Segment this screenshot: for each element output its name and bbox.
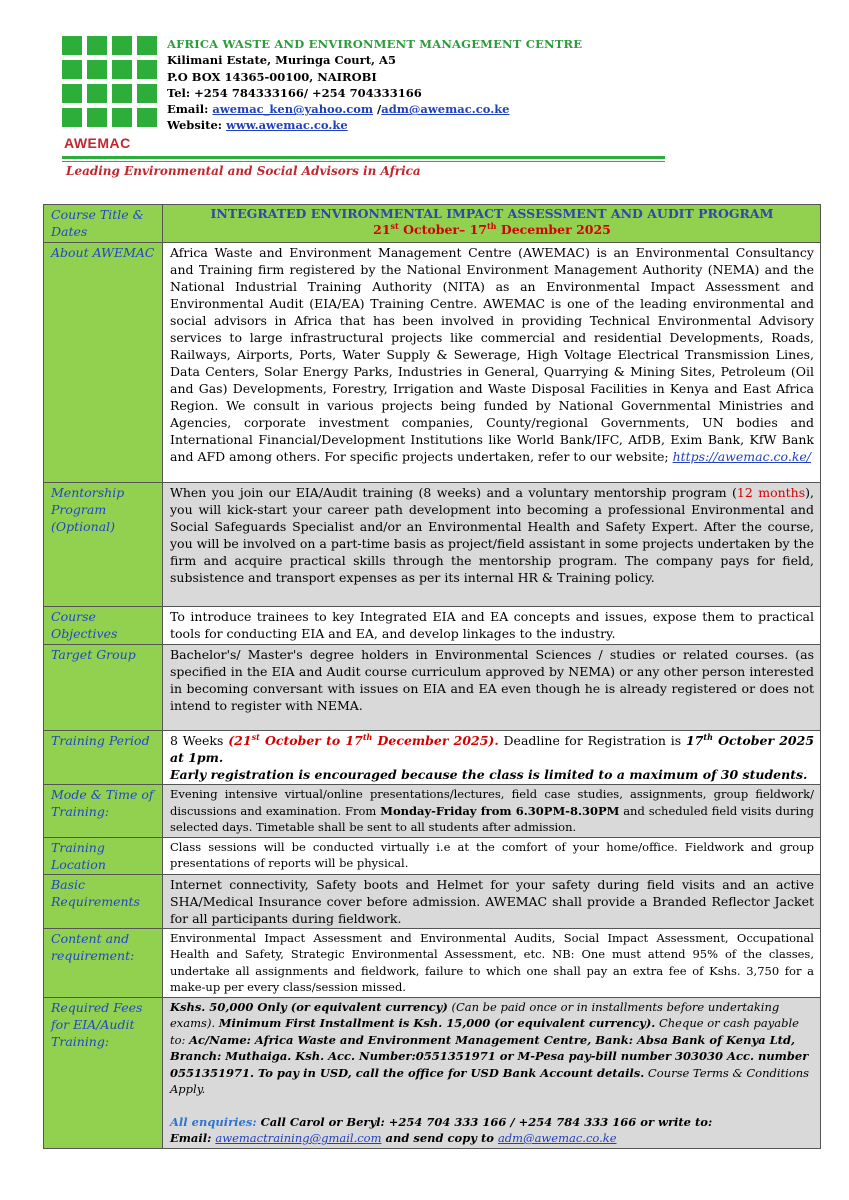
enquiry-email-line: Email: awemactraining@gmail.com and send copy to adm@awemac.co.ke: [170, 1131, 617, 1145]
label-fees: Required Fees for EIA/Audit Training:: [44, 997, 163, 1148]
location-text: Class sessions will be conducted virtually i.e at the comfort of your home/office. Fieldwork and group presentations of reports will be physical.: [163, 837, 821, 874]
label-location: Training Location: [44, 837, 163, 874]
row-period: [44, 731, 821, 785]
row-about: [44, 243, 821, 483]
website-url-link[interactable]: https://awemac.co.ke/: [672, 449, 812, 464]
deadline: 17th October 2025 at 1pm.: [170, 731, 815, 765]
letterhead: [62, 36, 672, 182]
email-link-2[interactable]: adm@awemac.co.ke: [381, 102, 510, 117]
awemac-logo: [62, 36, 162, 152]
address-line-1: Kilimani Estate, Muringa Court, A5: [167, 53, 396, 68]
course-dates: 21st October– 17th December 2025: [373, 220, 611, 237]
row-fees: [44, 997, 821, 1148]
row-objectives: [44, 607, 821, 645]
header-divider: [62, 156, 665, 159]
enquiries-line: All enquiries: Call Carol or Beryl: +254 704 333 166 / +254 784 333 166 or write to:: [170, 1114, 713, 1129]
tagline: Leading Environmental and Social Advisors in Africa: [66, 164, 421, 178]
label-mode: Mode & Time of Training:: [44, 785, 163, 838]
row-basic: [44, 874, 821, 928]
address-line-2: P.O BOX 14365-00100, NAIROBI: [167, 69, 377, 84]
row-content: [44, 928, 821, 997]
row-target: [44, 645, 821, 731]
label-basic: Basic Requirements: [44, 874, 163, 928]
early-registration-note: Early registration is encouraged because the class is limited to a maximum of 30 students.: [170, 767, 808, 782]
row-title: [44, 205, 821, 243]
header-divider-thin: [62, 161, 665, 162]
label-objectives: Course Objectives: [44, 607, 163, 645]
logo-text: AWEMAC: [64, 135, 131, 151]
row-location: [44, 837, 821, 874]
basic-text: Internet connectivity, Safety boots and Helmet for your safety during field visits and an active SHA/Medical Insurance cover before admission. AWEMAC shall provide a Branded Reflector Jacket for all participants during fieldwork.: [163, 874, 821, 928]
row-mentorship: [44, 483, 821, 607]
org-name: AFRICA WASTE AND ENVIRONMENT MANAGEMENT CENTRE: [167, 37, 583, 51]
mentorship-months: 12 months: [736, 485, 806, 500]
training-time: Monday-Friday from 6.30PM-8.30PM: [380, 803, 620, 818]
course-title-cell: [163, 205, 821, 243]
website-line: Website: www.awemac.co.ke: [167, 118, 348, 133]
fees-text: Kshs. 50,000 Only (or equivalent currency) (Can be paid once or in installments before undertaking exams). Minimum First Installment is Ksh. 15,000 (or equivalent currency). Cheque or cash payable to: Ac/Name: Africa Waste and Environment Management Centre, Bank: Absa Bank of Kenya Ltd, Branch: Muthaiga. Ksh. Acc. Number:0551351971 or M-Pesa pay-bill number 303030 Acc. number 0551351971. To pay in USD, call the office for USD Bank Account details. Course Terms & Conditions Apply. All enquiries: Call Carol or Beryl: +254 704 333 166 / +254 784 333 166 or write to: Email: awemactraining@gmail.com and send copy to adm@awemac.co.ke: [163, 997, 821, 1148]
target-text: Bachelor's/ Master's degree holders in Environmental Sciences / studies or related courses. (as specified in the EIA and Audit course curriculum approved by NEMA) or any other person interested in becoming conversant with issues on EIA and EA even though he is already registered or does not intend to register with NEMA.: [163, 645, 821, 731]
label-content: Content and requirement:: [44, 928, 163, 997]
period-text: 8 Weeks (21st October to 17th December 2025). Deadline for Registration is 17th October 2025 at 1pm. Early registration is encouraged because the class is limited to a maximum of 30 students.: [163, 731, 821, 785]
row-mode: [44, 785, 821, 838]
telephone: Tel: +254 784333166/ +254 704333166: [167, 85, 422, 100]
bank-details: Ac/Name: Africa Waste and Environment Management Centre, Bank: Absa Bank of Kenya Ltd, Branch: Muthaiga. Ksh. Acc. Number:0551351971 or M-Pesa pay-bill number 303030 Acc. number 0551351971. To pay in USD, call the office for USD Bank Account details.: [170, 1032, 809, 1080]
minimum-installment: Minimum First Installment is Ksh. 15,000 (or equivalent currency).: [218, 1016, 656, 1030]
email-link-1[interactable]: awemac_ken@yahoo.com: [212, 102, 374, 117]
label-period: Training Period: [44, 731, 163, 785]
training-email-link[interactable]: awemactraining@gmail.com: [215, 1131, 382, 1145]
content-text: Environmental Impact Assessment and Environmental Audits, Social Impact Assessment, Occupational Health and Safety, Strategic Environmental Assessment, etc. NB: One must attend 95% of the classes, undertake all assignments and fieldwork, failure to which one shall pay an extra fee of Kshs. 3,750 for a make-up per every class/session missed.: [163, 928, 821, 997]
fee-amount: Kshs. 50,000 Only (or equivalent currency): [170, 999, 448, 1014]
mentorship-text: When you join our EIA/Audit training (8 weeks) and a voluntary mentorship program (12 months), you will kick-start your career path development into becoming a professional Environmental and Social Safeguards Specialist and/or an Environmental Health and Safety Expert. After the course, you will be involved on a part-time basis as project/field assistant in some projects undertaken by the firm and acquire practical skills through the mentorship program. The company pays for field, subsistence and transport expenses as per its internal HR & Training policy.: [163, 483, 821, 607]
logo-squares-icon: [62, 36, 162, 127]
mode-text: Evening intensive virtual/online presentations/lectures, field case studies, assignments, group fieldwork/ discussions and examination. From Monday-Friday from 6.30PM-8.30PM and scheduled field visits during selected days. Timetable shall be sent to all students after admission.: [163, 785, 821, 838]
program-title: INTEGRATED ENVIRONMENTAL IMPACT ASSESSMENT AND AUDIT PROGRAM: [210, 206, 774, 221]
website-link[interactable]: www.awemac.co.ke: [226, 118, 348, 133]
objectives-text: To introduce trainees to key Integrated EIA and EA concepts and issues, expose them to practical tools for conducting EIA and EA, and develop linkages to the industry.: [163, 607, 821, 645]
period-dates: (21st October to 17th December 2025).: [228, 731, 499, 748]
admin-email-link[interactable]: adm@awemac.co.ke: [497, 1131, 617, 1145]
label-target: Target Group: [44, 645, 163, 731]
course-info-table: [43, 204, 821, 1149]
about-text: Africa Waste and Environment Management Centre (AWEMAC) is an Environmental Consultancy and Training firm registered by the National Environment Management Authority (NEMA) and the National Industrial Training Authority (NITA) as an Environmental Impact Assessment and Environmental Audit (EIA/EA) Training Centre. AWEMAC is one of the leading environmental and social advisors in Africa that has been involved in providing Technical Environmental Advisory services to large infrastructural projects like commercial and residential Developments, Roads, Railways, Airports, Ports, Water Supply & Sewerage, High Voltage Electrical Transmission Lines, Data Centers, Solar Energy Parks, Industries in General, Quarrying & Mining Sites, Petroleum (Oil and Gas) Developments, Forestry, Irrigation and Waste Disposal Facilities in Kenya and East Africa Region. We consult in various projects being funded by National Governmental Ministries and Agencies, corporate investment companies, County/regional Governments, UN bodies and International Financial/Development Institutions like World Bank/IFC, AfDB, Exim Bank, KfW Bank and AFD among others. For specific projects undertaken, refer to our website; https://awemac.co.ke/: [163, 243, 821, 483]
label-mentorship: Mentorship Program (Optional): [44, 483, 163, 607]
org-contact-block: [167, 36, 582, 134]
label-course-title: Course Title & Dates: [44, 205, 163, 243]
label-about: About AWEMAC: [44, 243, 163, 483]
email-line: Email: awemac_ken@yahoo.com /adm@awemac.co.ke: [167, 102, 510, 117]
